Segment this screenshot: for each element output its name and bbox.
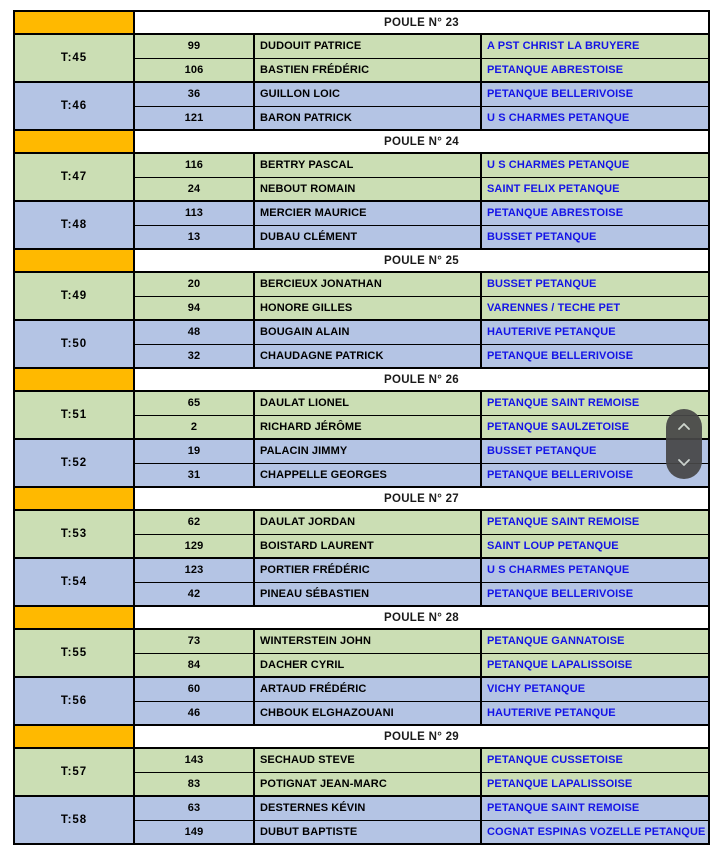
player-name-cell: WINTERSTEIN JOHN (254, 629, 481, 653)
player-number-cell: 84 (134, 653, 254, 677)
player-name-cell: CHBOUK ELGHAZOUANI (254, 701, 481, 725)
player-number-cell: 13 (134, 225, 254, 249)
poule-header-row (14, 368, 709, 391)
player-number-cell: 106 (134, 58, 254, 82)
player-club-cell: PETANQUE BELLERIVOISE (481, 463, 709, 487)
match-row (14, 629, 709, 653)
player-club-cell: PETANQUE SAULZETOISE (481, 415, 709, 439)
player-club-cell: U S CHARMES PETANQUE (481, 558, 709, 582)
match-row (14, 748, 709, 772)
player-number-cell: 113 (134, 201, 254, 225)
time-slot-cell: T:48 (14, 201, 134, 249)
poule-badge (14, 130, 134, 153)
scroll-widget[interactable] (666, 409, 702, 479)
player-number-cell: 62 (134, 510, 254, 534)
match-row (14, 439, 709, 463)
player-club-cell: BUSSET PETANQUE (481, 439, 709, 463)
player-number-cell: 143 (134, 748, 254, 772)
match-row (14, 391, 709, 415)
player-name-cell: POTIGNAT JEAN-MARC (254, 772, 481, 796)
player-number-cell: 32 (134, 344, 254, 368)
poule-header-row (14, 130, 709, 153)
player-club-cell: A PST CHRIST LA BRUYERE (481, 34, 709, 58)
player-club-cell: HAUTERIVE PETANQUE (481, 320, 709, 344)
match-row (14, 558, 709, 582)
player-name-cell: CHAPPELLE GEORGES (254, 463, 481, 487)
player-name-cell: SECHAUD STEVE (254, 748, 481, 772)
match-row (14, 510, 709, 534)
poule-badge (14, 487, 134, 510)
poule-title: POULE N° 23 (134, 11, 709, 34)
player-name-cell: GUILLON LOIC (254, 82, 481, 106)
player-club-cell: PETANQUE ABRESTOISE (481, 58, 709, 82)
player-name-cell: ARTAUD FRÉDÉRIC (254, 677, 481, 701)
player-club-cell: PETANQUE ABRESTOISE (481, 201, 709, 225)
player-club-cell: HAUTERIVE PETANQUE (481, 701, 709, 725)
player-club-cell: COGNAT ESPINAS VOZELLE PETANQUE (481, 820, 709, 844)
time-slot-cell: T:58 (14, 796, 134, 844)
time-slot-cell: T:46 (14, 82, 134, 130)
player-number-cell: 31 (134, 463, 254, 487)
player-name-cell: BERTRY PASCAL (254, 153, 481, 177)
player-name-cell: BARON PATRICK (254, 106, 481, 130)
time-slot-cell: T:53 (14, 510, 134, 558)
player-name-cell: HONORE GILLES (254, 296, 481, 320)
match-row (14, 34, 709, 58)
player-club-cell: VICHY PETANQUE (481, 677, 709, 701)
player-club-cell: SAINT LOUP PETANQUE (481, 534, 709, 558)
time-slot-cell: T:50 (14, 320, 134, 368)
player-club-cell: PETANQUE CUSSETOISE (481, 748, 709, 772)
player-number-cell: 36 (134, 82, 254, 106)
player-club-cell: U S CHARMES PETANQUE (481, 106, 709, 130)
player-number-cell: 129 (134, 534, 254, 558)
player-number-cell: 149 (134, 820, 254, 844)
poule-header-row (14, 725, 709, 748)
poule-badge (14, 11, 134, 34)
player-name-cell: PORTIER FRÉDÉRIC (254, 558, 481, 582)
player-name-cell: BERCIEUX JONATHAN (254, 272, 481, 296)
player-number-cell: 83 (134, 772, 254, 796)
player-name-cell: BOISTARD LAURENT (254, 534, 481, 558)
player-name-cell: DACHER CYRIL (254, 653, 481, 677)
poule-header-row (14, 487, 709, 510)
time-slot-cell: T:57 (14, 748, 134, 796)
player-club-cell: PETANQUE LAPALISSOISE (481, 653, 709, 677)
player-club-cell: PETANQUE SAINT REMOISE (481, 510, 709, 534)
time-slot-cell: T:45 (14, 34, 134, 82)
player-name-cell: DUBUT BAPTISTE (254, 820, 481, 844)
player-name-cell: DUBAU CLÉMENT (254, 225, 481, 249)
player-name-cell: BOUGAIN ALAIN (254, 320, 481, 344)
poule-title: POULE N° 24 (134, 130, 709, 153)
poule-header-row (14, 11, 709, 34)
player-name-cell: BASTIEN FRÉDÉRIC (254, 58, 481, 82)
time-slot-cell: T:51 (14, 391, 134, 439)
player-number-cell: 20 (134, 272, 254, 296)
match-row (14, 201, 709, 225)
player-name-cell: DESTERNES KÉVIN (254, 796, 481, 820)
match-row (14, 796, 709, 820)
time-slot-cell: T:56 (14, 677, 134, 725)
poule-header-row (14, 249, 709, 272)
player-number-cell: 42 (134, 582, 254, 606)
time-slot-cell: T:49 (14, 272, 134, 320)
player-club-cell: PETANQUE GANNATOISE (481, 629, 709, 653)
player-number-cell: 19 (134, 439, 254, 463)
player-number-cell: 63 (134, 796, 254, 820)
player-club-cell: PETANQUE BELLERIVOISE (481, 582, 709, 606)
time-slot-cell: T:55 (14, 629, 134, 677)
time-slot-cell: T:47 (14, 153, 134, 201)
player-number-cell: 65 (134, 391, 254, 415)
player-number-cell: 46 (134, 701, 254, 725)
player-club-cell: U S CHARMES PETANQUE (481, 153, 709, 177)
chevron-up-icon[interactable] (676, 420, 692, 434)
player-club-cell: PETANQUE LAPALISSOISE (481, 772, 709, 796)
player-club-cell: PETANQUE BELLERIVOISE (481, 82, 709, 106)
poule-title: POULE N° 28 (134, 606, 709, 629)
match-row (14, 82, 709, 106)
poule-badge (14, 606, 134, 629)
player-name-cell: CHAUDAGNE PATRICK (254, 344, 481, 368)
player-club-cell: PETANQUE SAINT REMOISE (481, 796, 709, 820)
poule-title: POULE N° 29 (134, 725, 709, 748)
match-row (14, 677, 709, 701)
player-club-cell: VARENNES / TECHE PET (481, 296, 709, 320)
poule-badge (14, 368, 134, 391)
player-name-cell: NEBOUT ROMAIN (254, 177, 481, 201)
player-name-cell: DUDOUIT PATRICE (254, 34, 481, 58)
match-row (14, 320, 709, 344)
player-number-cell: 116 (134, 153, 254, 177)
player-name-cell: MERCIER MAURICE (254, 201, 481, 225)
player-club-cell: PETANQUE BELLERIVOISE (481, 344, 709, 368)
player-number-cell: 99 (134, 34, 254, 58)
poule-badge (14, 249, 134, 272)
player-number-cell: 60 (134, 677, 254, 701)
player-number-cell: 73 (134, 629, 254, 653)
time-slot-cell: T:52 (14, 439, 134, 487)
poule-header-row (14, 606, 709, 629)
match-row (14, 272, 709, 296)
player-club-cell: SAINT FELIX PETANQUE (481, 177, 709, 201)
player-number-cell: 24 (134, 177, 254, 201)
chevron-down-icon[interactable] (676, 455, 692, 469)
poule-title: POULE N° 26 (134, 368, 709, 391)
player-number-cell: 94 (134, 296, 254, 320)
player-name-cell: PALACIN JIMMY (254, 439, 481, 463)
poule-title: POULE N° 25 (134, 249, 709, 272)
player-club-cell: PETANQUE SAINT REMOISE (481, 391, 709, 415)
poule-title: POULE N° 27 (134, 487, 709, 510)
player-club-cell: BUSSET PETANQUE (481, 272, 709, 296)
player-number-cell: 2 (134, 415, 254, 439)
player-name-cell: RICHARD JÉRÔME (254, 415, 481, 439)
player-number-cell: 48 (134, 320, 254, 344)
match-row (14, 153, 709, 177)
tournament-draw-table (13, 10, 710, 845)
time-slot-cell: T:54 (14, 558, 134, 606)
poule-badge (14, 725, 134, 748)
player-name-cell: DAULAT LIONEL (254, 391, 481, 415)
player-name-cell: PINEAU SÉBASTIEN (254, 582, 481, 606)
player-name-cell: DAULAT JORDAN (254, 510, 481, 534)
player-number-cell: 121 (134, 106, 254, 130)
player-number-cell: 123 (134, 558, 254, 582)
player-club-cell: BUSSET PETANQUE (481, 225, 709, 249)
